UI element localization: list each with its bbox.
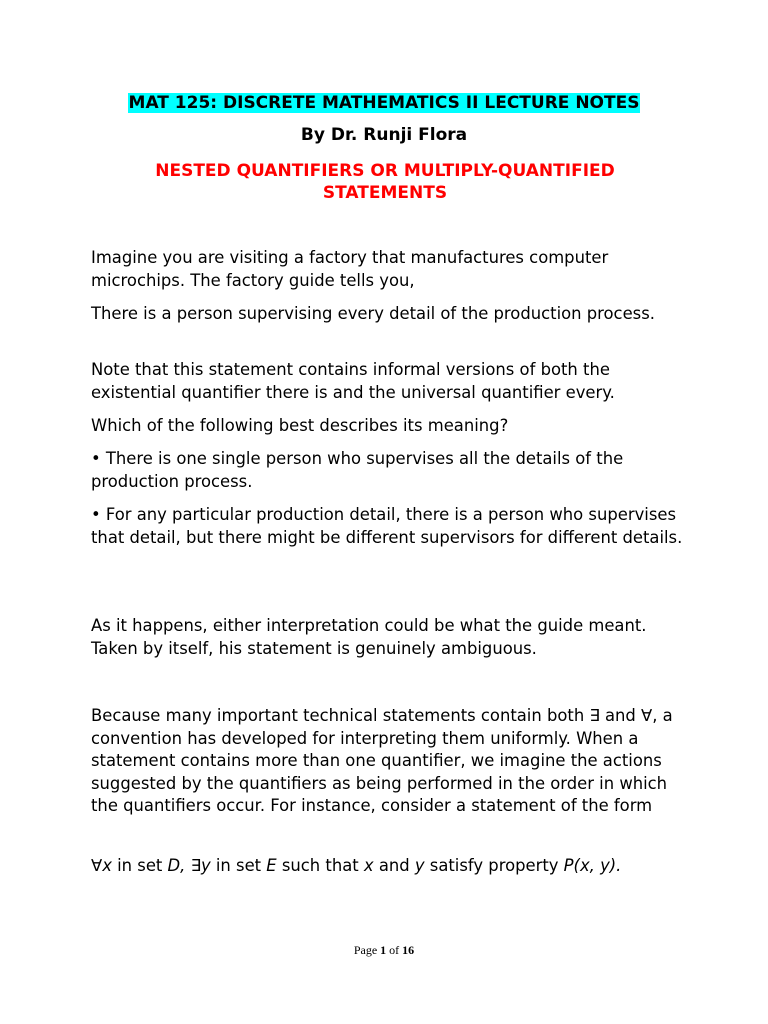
formula-text: in set [111, 856, 168, 875]
topic-heading: NESTED QUANTIFIERS OR MULTIPLY-QUANTIFIED STATEMENTS [155, 161, 615, 203]
paragraph-question: Which of the following best describes its meaning? [91, 416, 509, 435]
var-y: y [414, 856, 425, 875]
property-p: P(x, y). [563, 856, 622, 875]
bullet-option-one: • There is one single person who supervises all the details of the production process. [91, 449, 624, 491]
formula-text: satisfy property [424, 856, 564, 875]
course-title-text: MAT 125: DISCRETE MATHEMATICS II LECTURE NOTES [128, 93, 640, 113]
paragraph-quote: There is a person supervising every detail of the production process. [91, 304, 655, 323]
paragraph-ambiguity: As it happens, either interpretation could be what the guide meant. Taken by itself, his statement is genuinely ambiguous. [91, 616, 647, 658]
formula-text: in set [210, 856, 267, 875]
formula-statement [91, 855, 691, 878]
page-number: 1 [380, 943, 387, 957]
set-e: E [266, 856, 277, 875]
var-y: y [200, 856, 211, 875]
paragraph-note: Note that this statement contains informal versions of both the existential quantifier there is and the universal quantifier every. [91, 360, 615, 402]
of-label: of [386, 943, 403, 957]
course-title [0, 93, 768, 114]
bullet-option-two: • For any particular production detail, there is a person who supervises that detail, but there might be different supervisors for different details. [91, 505, 683, 547]
formula-text: such that [276, 856, 364, 875]
paragraph-convention: Because many important technical statements contain both ∃ and ∀, a convention has developed for interpreting them uniformly. When a statement contains more than one quantifier, we imagine the actions suggested by the quantifiers as being performed in the order in which the quantifiers occur. For instance, consider a statement of the form [91, 706, 673, 815]
var-x: x [102, 856, 112, 875]
paragraph-intro: Imagine you are visiting a factory that manufactures computer microchips. The factory guide tells you, [91, 248, 609, 290]
author-line: By Dr. Runji Flora [300, 125, 468, 145]
exists-symbol: ∃ [185, 856, 201, 875]
page-total: 16 [402, 943, 415, 957]
page-footer [0, 942, 768, 958]
page-label: Page [353, 943, 381, 957]
forall-symbol: ∀ [91, 856, 103, 875]
var-x: x [363, 856, 374, 875]
set-d: D, [167, 856, 186, 875]
formula-text: and [373, 856, 415, 875]
